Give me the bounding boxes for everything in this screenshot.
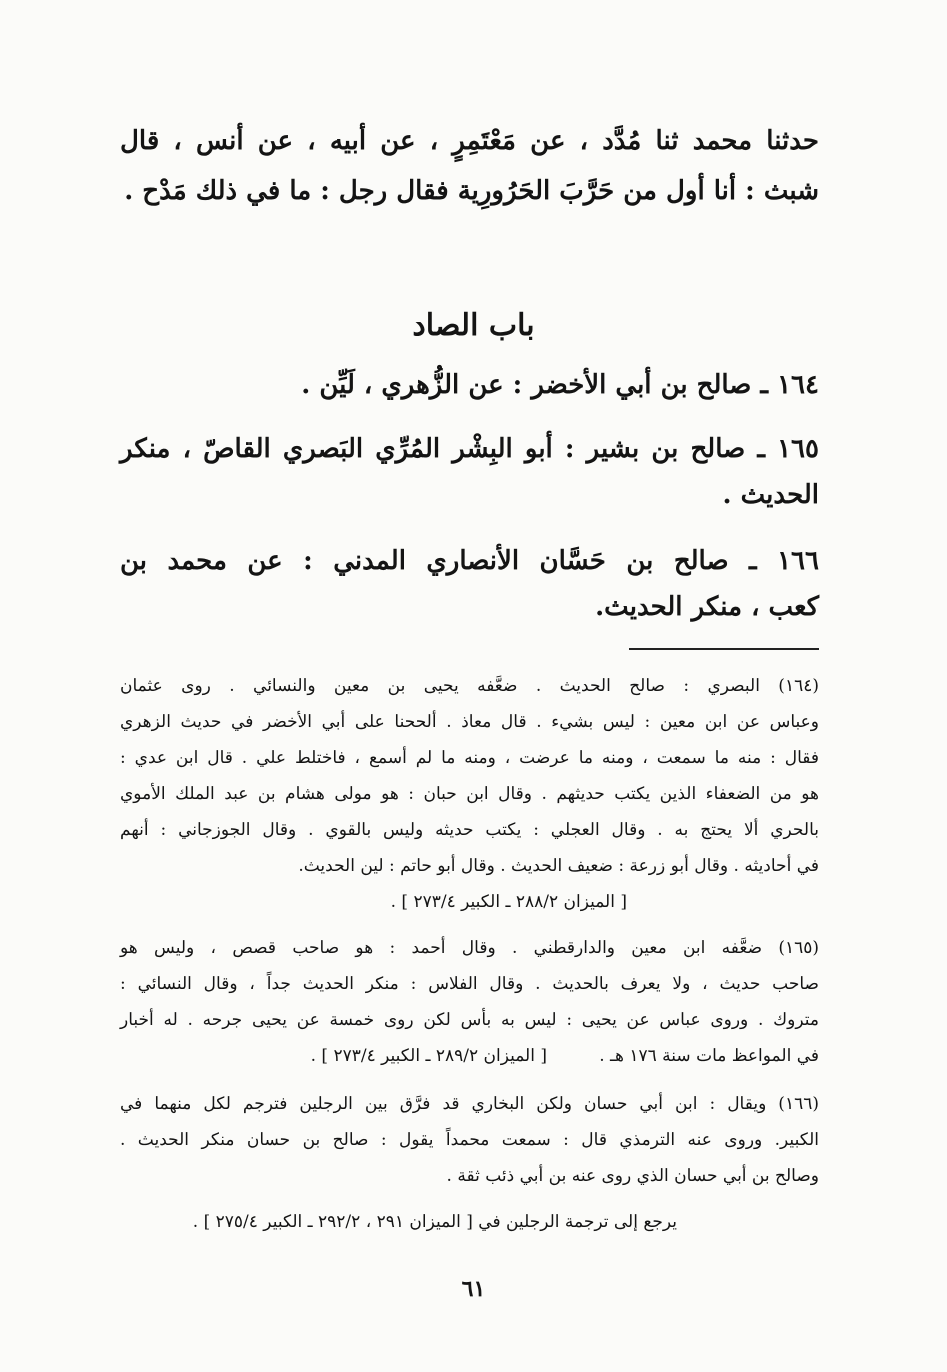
footnote-165-line: (١٦٥) ضعَّفه ابن معين والدارقطني . وقال أحمد : هو صاحب قصص ، وليس هو [120, 938, 819, 958]
intro-line-1: حدثنا محمد ثنا مُدَّد ، عن مَعْتَمِرٍ ، عن أبيه ، عن أنس ، قال [120, 126, 819, 156]
footnote-164-line: في أحاديثه . وقال أبو زرعة : ضعيف الحديث . وقال أبو حاتم : لين الحديث. [298, 856, 819, 876]
footnote-165-last-line: في المواعظ مات سنة ١٧٦ هـ . [599, 1046, 819, 1066]
footnote-166-line: وصالح بن أبي حسان الذي روى عنه بن أبي ذئب ثقة . [446, 1166, 819, 1186]
footnote-166-line: (١٦٦) ويقال : ابن أبي حسان ولكن البخاري قد فرَّق بين الرجلين فترجم لكل منهما في [120, 1094, 819, 1114]
section-title: باب الصاد [412, 308, 535, 343]
entry-164: ١٦٤ ـ صالح بن أبي الأخضر : عن الزُّهري ، لَيِّن . [301, 370, 819, 400]
footnote-164-line: وعباس عن ابن معين : ليس بشيء . قال معاذ . ألححنا على أبي الأخضر في حديث الزهري [120, 712, 819, 732]
entry-166-line-2: كعب ، منكر الحديث. [595, 592, 819, 622]
footnote-164-line: بالحري ألا يحتج به . وقال العجلي : يكتب حديثه وليس بالقوي . وقال الجوزجاني : أنهم [120, 820, 819, 840]
footnote-164-line: فقال : منه ما سمعت ، ومنه ما عرضت ، ومنه ما لم أسمع ، فاختلط علي . قال ابن عدي : [120, 748, 819, 768]
entry-165-line-1: ١٦٥ ـ صالح بن بشير : أبو البِشْر المُرِّي البَصري القاصّ ، منكر [120, 434, 819, 464]
intro-line-2: شبث : أنا أول من حَرَّبَ الحَرُورِية فقال رجل : ما في ذلك مَدْح . [124, 176, 819, 206]
footnote-separator [629, 648, 819, 650]
footnote-164-line: هو من الضعفاء الذين يكتب حديثهم . وقال ابن حبان : هو مولى هشام بن عبد الملك الأموي [120, 784, 819, 804]
footnote-164-line: (١٦٤) البصري : صالح الحديث . ضعَّفه يحيى بن معين والنسائي . روى عثمان [120, 676, 819, 696]
entry-165-line-2: الحديث . [722, 480, 819, 510]
footnote-165-line: متروك . وروى عباس عن يحيى : ليس به بأس لكن روى خمسة عن يحيى جرحه . له أخبار [120, 1010, 819, 1030]
footnote-166-line: الكبير. وروى عنه الترمذي قال : سمعت محمداً يقول : صالح بن حسان منكر الحديث . [120, 1130, 819, 1150]
footnote-reference-line: يرجع إلى ترجمة الرجلين في [ الميزان ٢٩١ ، ٢٩٢/٢ ـ الكبير ٢٧٥/٤ ] . [192, 1212, 677, 1232]
footnote-165-reference: [ الميزان ٢٨٩/٢ ـ الكبير ٢٧٣/٤ ] . [310, 1046, 547, 1066]
footnote-164-reference: [ الميزان ٢٨٨/٢ ـ الكبير ٢٧٣/٤ ] . [390, 892, 627, 912]
entry-166-line-1: ١٦٦ ـ صالح بن حَسَّان الأنصاري المدني : عن محمد بن [120, 546, 819, 576]
page-number: ٦١ [461, 1276, 486, 1302]
footnote-165-line: صاحب حديث ، ولا يعرف بالحديث . وقال الفلاس : منكر الحديث جداً ، وقال النسائي : [120, 974, 819, 994]
